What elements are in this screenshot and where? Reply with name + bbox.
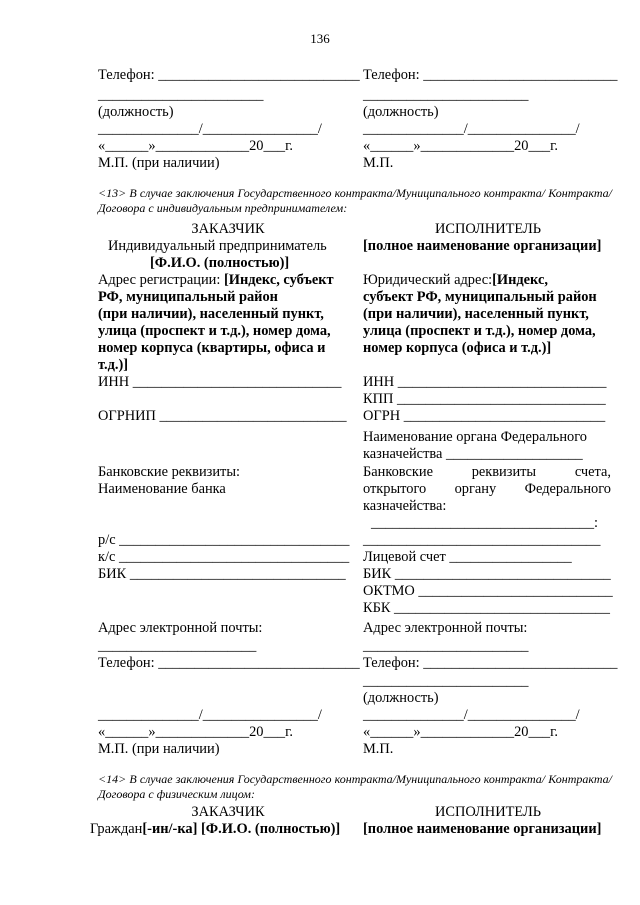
- footnote-13: <13> В случае заключения Государственного контракта/Муниципального контракта/ Контракта/Договора с индивидуальным предпринимателем:: [98, 186, 612, 215]
- customer-phone: Телефон: ____________________________: [98, 655, 360, 671]
- ip-label: Индивидуальный предприниматель: [108, 238, 327, 254]
- customer-ks: к/с ________________________________: [98, 549, 350, 565]
- left-sign-line: _______________________: [98, 87, 264, 103]
- contractor-bank-line-2b: _________________________________: [363, 532, 601, 548]
- page-number: 136: [310, 31, 330, 46]
- legal-address-line-1: [Индекс,: [492, 272, 548, 288]
- customer-bank-name: Наименование банка: [98, 481, 226, 497]
- customer-date: «______»_____________20___г.: [98, 724, 293, 740]
- contractor-bank-line: _______________________________:: [371, 515, 599, 531]
- contractor-org: [полное наименование организации]: [363, 238, 602, 254]
- right-phone: Телефон: ___________________________: [363, 67, 618, 83]
- reg-address-label: Адрес регистрации:: [98, 272, 224, 288]
- reg-address-line-2: РФ, муниципальный район: [98, 289, 278, 305]
- customer-signature: ______________/________________/: [98, 707, 322, 723]
- contractor-ls: Лицевой счет _________________: [363, 549, 572, 565]
- contractor-heading-14: ИСПОЛНИТЕЛЬ: [434, 804, 542, 820]
- left-phone: Телефон: ____________________________: [98, 67, 360, 83]
- contractor-ogrn: ОГРН ____________________________: [363, 408, 606, 424]
- contractor-bank-line-3: казначейства:: [363, 498, 447, 514]
- left-stamp: М.П. (при наличии): [98, 155, 220, 171]
- reg-address-line-4: улица (проспект и т.д.), номер дома,: [98, 323, 331, 339]
- right-position: (должность): [363, 104, 439, 120]
- customer-heading-14: ЗАКАЗЧИК: [191, 804, 265, 820]
- customer-ogrnip: ОГРНИП __________________________: [98, 408, 347, 424]
- left-signature: ______________/________________/: [98, 121, 322, 137]
- contractor-org-14: [полное наименование организации]: [363, 821, 602, 837]
- left-date: «______»_____________20___г.: [98, 138, 293, 154]
- reg-address-line-5: номер корпуса (квартиры, офиса и: [98, 340, 326, 356]
- contractor-inn: ИНН _____________________________: [363, 374, 607, 390]
- customer-stamp: М.П. (при наличии): [98, 741, 220, 757]
- footnote-14: <14> В случае заключения Государственного контракта/Муниципального контракта/ Контракта/Договора с физическим лицом:: [98, 772, 612, 801]
- ip-fio: [Ф.И.О. (полностью)]: [150, 255, 290, 271]
- contractor-sign-line: _______________________: [363, 673, 529, 689]
- contractor-signature: ______________/_______________/: [363, 707, 580, 723]
- contractor-email: Адрес электронной почты:: [363, 620, 528, 636]
- customer-heading: ЗАКАЗЧИК: [191, 221, 265, 237]
- contractor-date: «______»_____________20___г.: [363, 724, 558, 740]
- left-position: (должность): [98, 104, 174, 120]
- contractor-bank-line-1: Банковские реквизиты счета,: [363, 464, 611, 480]
- contractor-bik: БИК ______________________________: [363, 566, 611, 582]
- legal-address-line-3: (при наличии), населенный пункт,: [363, 306, 589, 322]
- right-signature: ______________/_______________/: [363, 121, 580, 137]
- contractor-bank-line-2: открытого органу Федерального: [363, 481, 611, 497]
- customer-bik: БИК ______________________________: [98, 566, 346, 582]
- reg-address-line-3: (при наличии), населенный пункт,: [98, 306, 324, 322]
- customer-rs: р/с ________________________________: [98, 532, 350, 548]
- contractor-kbk: КБК ______________________________: [363, 600, 610, 616]
- legal-address-label: Юридический адрес:: [363, 272, 493, 288]
- contractor-position: (должность): [363, 690, 439, 706]
- customer-inn: ИНН _____________________________: [98, 374, 342, 390]
- legal-address-line-5: номер корпуса (офиса и т.д.)]: [363, 340, 552, 356]
- contractor-stamp: М.П.: [363, 741, 394, 757]
- right-stamp: М.П.: [363, 155, 394, 171]
- customer-email-line: ______________________: [98, 638, 257, 654]
- legal-address-line-4: улица (проспект и т.д.), номер дома,: [363, 323, 596, 339]
- legal-address-line-2: субъект РФ, муниципальный район: [363, 289, 597, 305]
- contractor-kpp: КПП _____________________________: [363, 391, 606, 407]
- reg-address-line-6: т.д.)]: [98, 357, 129, 373]
- citizen-label: Граждан: [90, 821, 143, 837]
- customer-email: Адрес электронной почты:: [98, 620, 263, 636]
- right-date: «______»_____________20___г.: [363, 138, 558, 154]
- contractor-email-line: _______________________: [363, 638, 529, 654]
- customer-bank-req: Банковские реквизиты:: [98, 464, 240, 480]
- right-sign-line: _______________________: [363, 87, 529, 103]
- treasury-line-2: казначейства ___________________: [363, 446, 583, 462]
- contractor-phone: Телефон: ___________________________: [363, 655, 618, 671]
- contractor-heading: ИСПОЛНИТЕЛЬ: [434, 221, 542, 237]
- contractor-oktmo: ОКТМО ___________________________: [363, 583, 613, 599]
- citizen-fio: [-ин/-ка] [Ф.И.О. (полностью)]: [142, 821, 341, 837]
- reg-address-line-1: [Индекс, субъект: [223, 272, 334, 288]
- treasury-line-1: Наименование органа Федерального: [363, 429, 587, 445]
